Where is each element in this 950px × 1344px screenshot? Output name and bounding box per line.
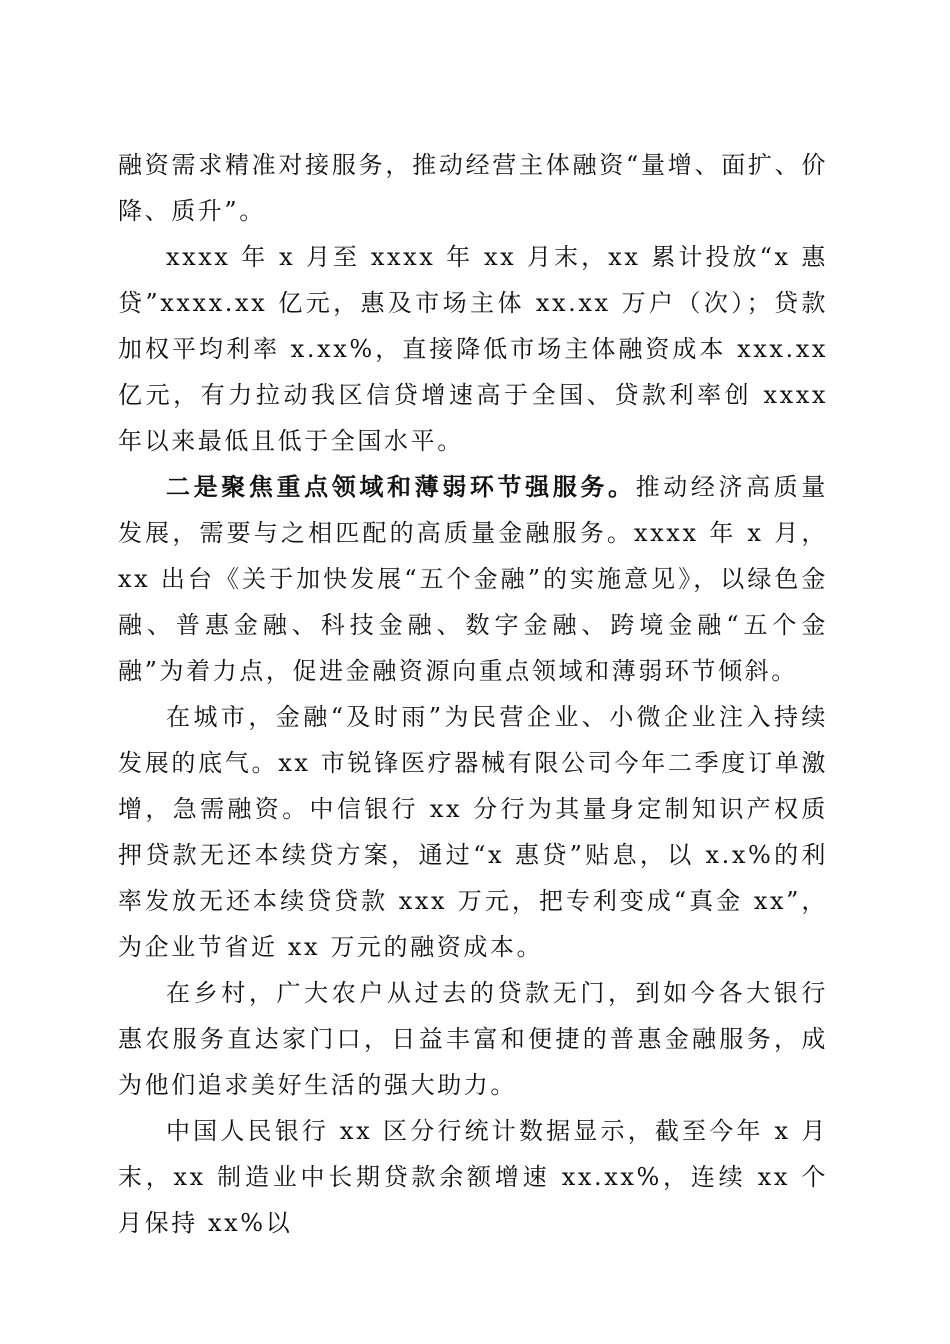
paragraph-6-text: 中国人民银行 xx 区分行统计数据显示，截至今年 x 月末，xx 制造业中长期贷款余额增速 xx.xx%，连续 xx 个月保持 xx%以 (118, 1117, 828, 1237)
paragraph-4 (118, 694, 828, 970)
paragraph-5 (118, 970, 828, 1108)
paragraph-6 (118, 1108, 828, 1246)
paragraph-1 (118, 142, 828, 234)
paragraph-4-text: 在城市，金融“及时雨”为民营企业、小微企业注入持续发展的底气。xx 市锐锋医疗器械有限公司今年二季度订单激增，急需融资。中信银行 xx 分行为其量身定制知识产权质押贷款无还本续贷方案，通过“x 惠贷”贴息，以 x.x%的利率发放无还本续贷贷款 xxx 万元，把专利变成“真金 xx”，为企业节省近 xx 万元的融资成本。 (118, 703, 828, 961)
paragraph-3-text: 推动经济高质量发展，需要与之相匹配的高质量金融服务。xxxx 年 x 月，xx 出台《关于加快发展“五个金融”的实施意见》，以绿色金融、普惠金融、科技金融、数字金融、跨境金融“五个金融”为着力点，促进金融资源向重点领域和薄弱环节倾斜。 (118, 473, 828, 685)
paragraph-2 (118, 234, 828, 464)
document-body (118, 142, 828, 1246)
paragraph-3 (118, 464, 828, 694)
paragraph-1-text: 融资需求精准对接服务，推动经营主体融资“量增、面扩、价降、质升”。 (118, 151, 828, 225)
paragraph-5-text: 在乡村，广大农户从过去的贷款无门，到如今各大银行惠农服务直达家门口，日益丰富和便捷的普惠金融服务，成为他们追求美好生活的强大助力。 (118, 979, 828, 1099)
paragraph-3-heading: 二是聚焦重点领域和薄弱环节强服务。 (166, 472, 636, 501)
paragraph-2-text: xxxx 年 x 月至 xxxx 年 xx 月末，xx 累计投放“x 惠贷”xxxx.xx 亿元，惠及市场主体 xx.xx 万户（次）；贷款加权平均利率 x.xx%，直接降低市场主体融资成本 xxx.xx 亿元，有力拉动我区信贷增速高于全国、贷款利率创 xxxx 年以来最低且低于全国水平。 (118, 243, 828, 455)
